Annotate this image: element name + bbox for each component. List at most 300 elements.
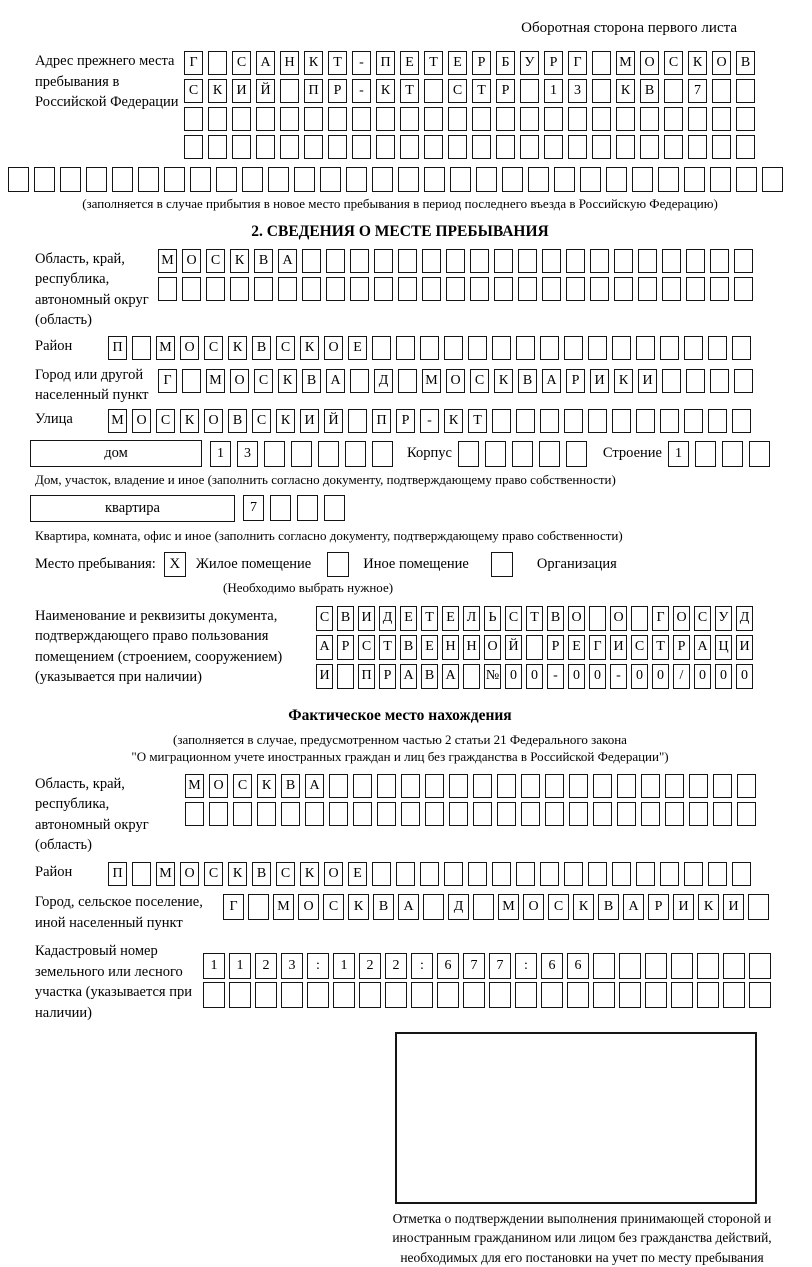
char-cell[interactable]: Ь [484,606,501,631]
char-cell[interactable]: К [257,774,276,798]
char-cell[interactable] [190,167,211,192]
char-cell[interactable] [638,249,657,273]
char-cell[interactable] [590,277,609,301]
char-cell[interactable] [708,862,727,886]
char-cell[interactable]: 7 [688,79,707,103]
char-cell[interactable]: 1 [668,441,689,467]
char-cell[interactable] [749,982,771,1008]
char-cell[interactable]: О [132,409,151,433]
char-cell[interactable]: П [358,664,375,689]
char-cell[interactable] [257,802,276,826]
char-cell[interactable]: 0 [589,664,606,689]
char-cell[interactable]: Р [566,369,585,393]
char-cell[interactable]: М [422,369,441,393]
char-cell[interactable] [424,167,445,192]
char-cell[interactable] [468,862,487,886]
char-cell[interactable] [372,862,391,886]
char-cell[interactable] [645,953,667,979]
char-cell[interactable] [710,277,729,301]
char-cell[interactable] [660,336,679,360]
char-cell[interactable] [541,982,563,1008]
char-cell[interactable] [376,135,395,159]
char-cell[interactable] [422,277,441,301]
char-cell[interactable]: 0 [715,664,732,689]
char-cell[interactable] [450,167,471,192]
char-cell[interactable] [520,107,539,131]
char-cell[interactable]: И [736,635,753,660]
char-cell[interactable] [297,495,318,521]
char-cell[interactable] [352,135,371,159]
char-cell[interactable] [398,167,419,192]
char-cell[interactable]: № [484,664,501,689]
char-cell[interactable] [463,664,480,689]
char-cell[interactable] [86,167,107,192]
char-cell[interactable] [566,249,585,273]
char-cell[interactable] [593,802,612,826]
char-cell[interactable] [518,277,537,301]
char-cell[interactable] [697,982,719,1008]
char-cell[interactable] [233,802,252,826]
char-cell[interactable] [762,167,783,192]
char-cell[interactable] [592,107,611,131]
char-cell[interactable] [566,277,585,301]
char-cell[interactable] [401,774,420,798]
char-cell[interactable]: 0 [652,664,669,689]
char-cell[interactable] [376,107,395,131]
char-cell[interactable]: О [568,606,585,631]
char-cell[interactable] [516,336,535,360]
char-cell[interactable]: С [631,635,648,660]
char-cell[interactable]: А [278,249,297,273]
char-cell[interactable] [592,79,611,103]
char-cell[interactable]: О [484,635,501,660]
char-cell[interactable]: Й [256,79,275,103]
char-cell[interactable] [697,953,719,979]
char-cell[interactable]: 0 [526,664,543,689]
char-cell[interactable]: Е [348,862,367,886]
char-cell[interactable] [664,107,683,131]
char-cell[interactable]: К [300,336,319,360]
char-cell[interactable] [542,277,561,301]
char-cell[interactable]: И [590,369,609,393]
char-cell[interactable] [401,802,420,826]
char-cell[interactable] [688,135,707,159]
char-cell[interactable]: К [698,894,719,920]
char-cell[interactable] [684,409,703,433]
char-cell[interactable] [256,135,275,159]
char-cell[interactable] [671,953,693,979]
char-cell[interactable] [671,982,693,1008]
char-cell[interactable] [712,135,731,159]
char-cell[interactable] [660,862,679,886]
char-cell[interactable] [708,409,727,433]
char-cell[interactable] [736,107,755,131]
char-cell[interactable]: Б [496,51,515,75]
char-cell[interactable] [616,107,635,131]
char-cell[interactable]: П [376,51,395,75]
char-cell[interactable]: Р [496,79,515,103]
char-cell[interactable] [749,953,771,979]
char-cell[interactable]: В [281,774,300,798]
char-cell[interactable] [34,167,55,192]
char-cell[interactable] [732,862,751,886]
char-cell[interactable]: М [206,369,225,393]
char-cell[interactable] [545,774,564,798]
char-cell[interactable] [333,982,355,1008]
char-cell[interactable]: Е [568,635,585,660]
char-cell[interactable] [385,982,407,1008]
char-cell[interactable]: С [323,894,344,920]
char-cell[interactable] [328,135,347,159]
char-cell[interactable] [280,79,299,103]
char-cell[interactable]: А [398,894,419,920]
char-cell[interactable]: К [300,862,319,886]
char-cell[interactable] [112,167,133,192]
char-cell[interactable] [444,336,463,360]
char-cell[interactable] [424,135,443,159]
char-cell[interactable]: М [156,862,175,886]
char-cell[interactable]: Д [736,606,753,631]
char-cell[interactable]: В [373,894,394,920]
char-cell[interactable] [374,249,393,273]
char-cell[interactable] [208,107,227,131]
char-cell[interactable]: В [302,369,321,393]
char-cell[interactable] [444,862,463,886]
char-cell[interactable]: П [108,336,127,360]
char-cell[interactable] [496,107,515,131]
char-cell[interactable]: : [411,953,433,979]
char-cell[interactable]: Р [472,51,491,75]
char-cell[interactable]: Ц [715,635,732,660]
char-cell[interactable] [593,953,615,979]
char-cell[interactable]: О [446,369,465,393]
char-cell[interactable] [748,894,769,920]
char-cell[interactable]: О [180,336,199,360]
char-cell[interactable] [209,802,228,826]
char-cell[interactable] [588,336,607,360]
char-cell[interactable]: И [610,635,627,660]
char-cell[interactable]: С [548,894,569,920]
char-cell[interactable] [132,862,151,886]
char-cell[interactable] [592,135,611,159]
char-cell[interactable]: Й [505,635,522,660]
char-cell[interactable]: Р [337,635,354,660]
char-cell[interactable]: М [273,894,294,920]
char-cell[interactable]: С [316,606,333,631]
char-cell[interactable] [208,135,227,159]
char-cell[interactable] [662,277,681,301]
char-cell[interactable]: О [610,606,627,631]
char-cell[interactable]: В [421,664,438,689]
char-cell[interactable] [516,409,535,433]
char-cell[interactable]: 1 [203,953,225,979]
char-cell[interactable]: Р [544,51,563,75]
char-cell[interactable]: В [736,51,755,75]
char-cell[interactable]: Н [280,51,299,75]
char-cell[interactable] [184,107,203,131]
char-cell[interactable]: О [209,774,228,798]
char-cell[interactable]: - [352,79,371,103]
char-cell[interactable] [539,441,560,467]
char-cell[interactable] [329,802,348,826]
char-cell[interactable] [400,107,419,131]
char-cell[interactable]: П [304,79,323,103]
char-cell[interactable]: Л [463,606,480,631]
char-cell[interactable]: Д [374,369,393,393]
char-cell[interactable]: 1 [210,441,231,467]
char-cell[interactable] [492,409,511,433]
char-cell[interactable] [684,167,705,192]
char-cell[interactable]: И [723,894,744,920]
char-cell[interactable] [496,135,515,159]
char-cell[interactable]: Т [472,79,491,103]
char-cell[interactable] [593,774,612,798]
char-cell[interactable] [185,802,204,826]
char-cell[interactable]: К [228,862,247,886]
char-cell[interactable]: С [448,79,467,103]
char-cell[interactable] [520,135,539,159]
char-cell[interactable] [540,862,559,886]
char-cell[interactable]: Р [396,409,415,433]
char-cell[interactable]: С [233,774,252,798]
char-cell[interactable]: И [358,606,375,631]
char-cell[interactable] [516,862,535,886]
char-cell[interactable] [463,982,485,1008]
char-cell[interactable]: Е [348,336,367,360]
char-cell[interactable] [564,409,583,433]
char-cell[interactable] [472,135,491,159]
char-cell[interactable] [640,135,659,159]
char-cell[interactable] [566,441,587,467]
char-cell[interactable] [320,167,341,192]
char-cell[interactable]: В [252,336,271,360]
char-cell[interactable]: И [300,409,319,433]
char-cell[interactable]: М [156,336,175,360]
char-cell[interactable] [737,802,756,826]
char-cell[interactable] [497,802,516,826]
char-cell[interactable] [494,277,513,301]
char-cell[interactable]: 2 [385,953,407,979]
char-cell[interactable] [398,369,417,393]
char-cell[interactable] [732,409,751,433]
char-cell[interactable] [710,167,731,192]
char-cell[interactable]: С [694,606,711,631]
char-cell[interactable]: М [185,774,204,798]
char-cell[interactable] [612,409,631,433]
char-cell[interactable]: С [206,249,225,273]
char-cell[interactable] [638,277,657,301]
char-cell[interactable]: К [180,409,199,433]
char-cell[interactable] [229,982,251,1008]
char-cell[interactable]: К [228,336,247,360]
char-cell[interactable]: В [547,606,564,631]
char-cell[interactable]: - [547,664,564,689]
char-cell[interactable]: И [232,79,251,103]
char-cell[interactable] [684,336,703,360]
char-cell[interactable]: А [326,369,345,393]
char-cell[interactable] [588,862,607,886]
char-cell[interactable]: В [228,409,247,433]
char-cell[interactable] [631,606,648,631]
char-cell[interactable] [732,336,751,360]
char-cell[interactable]: Р [673,635,690,660]
char-cell[interactable] [377,774,396,798]
char-cell[interactable]: 2 [359,953,381,979]
char-cell[interactable] [737,774,756,798]
char-cell[interactable] [138,167,159,192]
char-cell[interactable] [590,249,609,273]
char-cell[interactable] [684,862,703,886]
char-cell[interactable] [542,249,561,273]
char-cell[interactable] [492,862,511,886]
char-cell[interactable] [377,802,396,826]
char-cell[interactable] [636,409,655,433]
char-cell[interactable] [318,441,339,467]
char-cell[interactable] [472,107,491,131]
char-cell[interactable] [350,249,369,273]
char-cell[interactable]: П [372,409,391,433]
char-cell[interactable]: Т [652,635,669,660]
char-cell[interactable]: Р [379,664,396,689]
char-cell[interactable]: К [304,51,323,75]
char-cell[interactable] [569,774,588,798]
char-cell[interactable]: Р [547,635,564,660]
char-cell[interactable]: Е [421,635,438,660]
char-cell[interactable] [612,862,631,886]
char-cell[interactable] [567,982,589,1008]
char-cell[interactable]: 6 [567,953,589,979]
char-cell[interactable] [304,107,323,131]
char-cell[interactable]: А [256,51,275,75]
char-cell[interactable] [734,369,753,393]
char-cell[interactable] [713,802,732,826]
char-cell[interactable] [329,774,348,798]
char-cell[interactable] [664,79,683,103]
char-cell[interactable] [528,167,549,192]
char-cell[interactable]: 1 [333,953,355,979]
char-cell[interactable] [645,982,667,1008]
char-cell[interactable] [232,135,251,159]
char-cell[interactable]: С [252,409,271,433]
char-cell[interactable] [352,107,371,131]
char-cell[interactable]: С [156,409,175,433]
char-cell[interactable]: В [598,894,619,920]
char-cell[interactable]: К [376,79,395,103]
char-cell[interactable] [619,953,641,979]
char-cell[interactable] [473,894,494,920]
char-cell[interactable]: : [307,953,329,979]
char-cell[interactable] [545,802,564,826]
char-cell[interactable] [723,953,745,979]
char-cell[interactable]: О [180,862,199,886]
char-cell[interactable] [346,167,367,192]
char-cell[interactable]: О [324,336,343,360]
char-cell[interactable]: О [324,862,343,886]
char-cell[interactable] [564,336,583,360]
char-cell[interactable] [425,774,444,798]
char-cell[interactable] [710,369,729,393]
char-cell[interactable]: 6 [437,953,459,979]
char-cell[interactable] [132,336,151,360]
char-cell[interactable] [458,441,479,467]
char-cell[interactable]: Т [468,409,487,433]
char-cell[interactable] [164,167,185,192]
char-cell[interactable] [302,277,321,301]
char-cell[interactable] [664,135,683,159]
char-cell[interactable] [425,802,444,826]
char-cell[interactable]: О [298,894,319,920]
char-cell[interactable]: О [182,249,201,273]
char-cell[interactable]: М [158,249,177,273]
char-cell[interactable] [641,774,660,798]
char-cell[interactable] [544,107,563,131]
char-cell[interactable] [206,277,225,301]
char-cell[interactable] [411,982,433,1008]
char-cell[interactable]: И [638,369,657,393]
char-cell[interactable]: В [254,249,273,273]
char-cell[interactable] [400,135,419,159]
char-cell[interactable] [359,982,381,1008]
char-cell[interactable]: К [688,51,707,75]
char-cell[interactable] [203,982,225,1008]
char-cell[interactable]: 7 [489,953,511,979]
char-cell[interactable] [526,635,543,660]
char-cell[interactable] [470,277,489,301]
char-cell[interactable] [614,249,633,273]
char-cell[interactable]: - [352,51,371,75]
char-cell[interactable]: К [444,409,463,433]
char-cell[interactable]: 0 [568,664,585,689]
char-cell[interactable] [592,51,611,75]
char-cell[interactable]: Е [400,606,417,631]
char-cell[interactable] [264,441,285,467]
char-cell[interactable]: : [515,953,537,979]
char-cell[interactable] [616,135,635,159]
char-cell[interactable]: С [470,369,489,393]
char-cell[interactable] [424,107,443,131]
char-cell[interactable]: 0 [694,664,711,689]
char-cell[interactable]: И [673,894,694,920]
char-cell[interactable] [281,982,303,1008]
char-cell[interactable]: Г [158,369,177,393]
char-cell[interactable] [554,167,575,192]
char-cell[interactable]: К [614,369,633,393]
char-cell[interactable] [502,167,523,192]
char-cell[interactable] [688,107,707,131]
char-cell[interactable] [665,802,684,826]
char-cell[interactable]: Т [400,79,419,103]
char-cell[interactable]: Д [448,894,469,920]
char-cell[interactable] [485,441,506,467]
char-cell[interactable] [270,495,291,521]
char-cell[interactable] [736,135,755,159]
char-cell[interactable] [291,441,312,467]
char-cell[interactable] [492,336,511,360]
char-cell[interactable] [689,774,708,798]
char-cell[interactable] [280,135,299,159]
char-cell[interactable] [256,107,275,131]
char-cell[interactable] [350,277,369,301]
char-cell[interactable]: 7 [463,953,485,979]
char-cell[interactable]: - [610,664,627,689]
char-cell[interactable] [568,135,587,159]
char-cell[interactable] [446,277,465,301]
char-cell[interactable] [398,249,417,273]
char-cell[interactable] [473,802,492,826]
char-cell[interactable]: К [616,79,635,103]
char-cell[interactable]: С [358,635,375,660]
char-cell[interactable]: С [254,369,273,393]
